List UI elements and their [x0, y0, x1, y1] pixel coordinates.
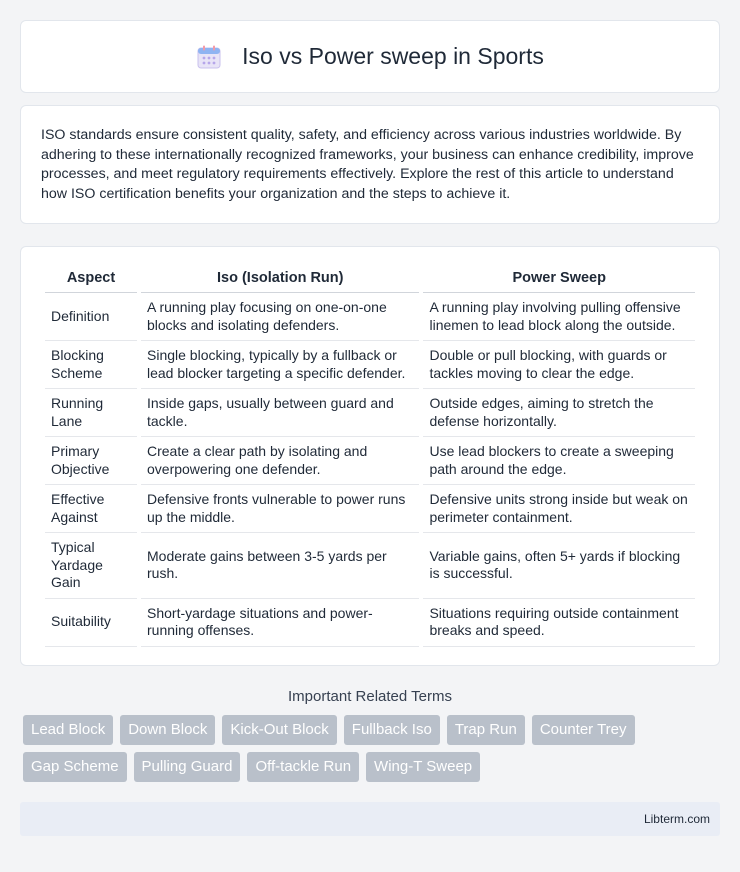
page-header [20, 20, 720, 93]
aspect-cell: Blocking Scheme [45, 341, 137, 389]
table-row [45, 341, 695, 389]
iso-cell: A running play focusing on one-on-one blocks and isolating defenders. [141, 293, 419, 341]
header-aspect: Aspect [45, 263, 137, 293]
related-term-tag[interactable]: Kick-Out Block [222, 715, 336, 745]
footer-brand-link[interactable]: Libterm.com [643, 811, 710, 826]
related-term-tag[interactable]: Wing-T Sweep [366, 752, 480, 782]
related-term-tag[interactable]: Pulling Guard [134, 752, 241, 782]
table-row [45, 389, 695, 437]
aspect-cell: Suitability [45, 599, 137, 647]
table-row [45, 485, 695, 533]
power-sweep-cell: A running play involving pulling offensive linemen to lead block along the outside. [423, 293, 695, 341]
iso-cell: Moderate gains between 3-5 yards per rush. [141, 533, 419, 599]
power-sweep-cell: Defensive units strong inside but weak on perimeter containment. [423, 485, 695, 533]
iso-cell: Inside gaps, usually between guard and tackle. [141, 389, 419, 437]
power-sweep-cell: Variable gains, often 5+ yards if blocking is successful. [423, 533, 695, 599]
table-row [45, 599, 695, 647]
related-term-tag[interactable]: Lead Block [23, 715, 113, 745]
intro-paragraph: ISO standards ensure consistent quality, safety, and efficiency across various industries worldwide. By adhering to these internationally recognized frameworks, your business can enhance credibility, improve processes, and meet regulatory requirements effectively. Explore the rest of this article to understand how ISO certification benefits your organization and the steps to achieve it. [20, 105, 720, 224]
table-row [45, 533, 695, 599]
power-sweep-cell: Double or pull blocking, with guards or tackles moving to clear the edge. [423, 341, 695, 389]
aspect-cell: Definition [45, 293, 137, 341]
related-term-tag[interactable]: Fullback Iso [344, 715, 440, 745]
related-term-tag[interactable]: Down Block [120, 715, 215, 745]
iso-cell: Single blocking, typically by a fullback or lead blocker targeting a specific defender. [141, 341, 419, 389]
related-term-tag[interactable]: Trap Run [447, 715, 525, 745]
page-footer [20, 802, 720, 836]
related-term-tag[interactable]: Counter Trey [532, 715, 635, 745]
iso-cell: Short-yardage situations and power-running offenses. [141, 599, 419, 647]
comparison-table [41, 263, 699, 647]
aspect-cell: Effective Against [45, 485, 137, 533]
related-term-tag[interactable]: Off-tackle Run [247, 752, 359, 782]
related-terms-list [20, 715, 720, 782]
calendar-icon [196, 44, 222, 70]
aspect-cell: Running Lane [45, 389, 137, 437]
table-row [45, 437, 695, 485]
comparison-table-card [20, 246, 720, 666]
power-sweep-cell: Use lead blockers to create a sweeping path around the edge. [423, 437, 695, 485]
page-title: Iso vs Power sweep in Sports [242, 43, 544, 69]
aspect-cell: Typical Yardage Gain [45, 533, 137, 599]
related-term-tag[interactable]: Gap Scheme [23, 752, 127, 782]
header-iso: Iso (Isolation Run) [141, 263, 419, 293]
power-sweep-cell: Situations requiring outside containment breaks and speed. [423, 599, 695, 647]
table-header-row [45, 263, 695, 293]
iso-cell: Defensive fronts vulnerable to power runs up the middle. [141, 485, 419, 533]
aspect-cell: Primary Objective [45, 437, 137, 485]
table-row [45, 293, 695, 341]
iso-cell: Create a clear path by isolating and overpowering one defender. [141, 437, 419, 485]
power-sweep-cell: Outside edges, aiming to stretch the defense horizontally. [423, 389, 695, 437]
header-power-sweep: Power Sweep [423, 263, 695, 293]
related-terms-title: Important Related Terms [288, 687, 452, 705]
